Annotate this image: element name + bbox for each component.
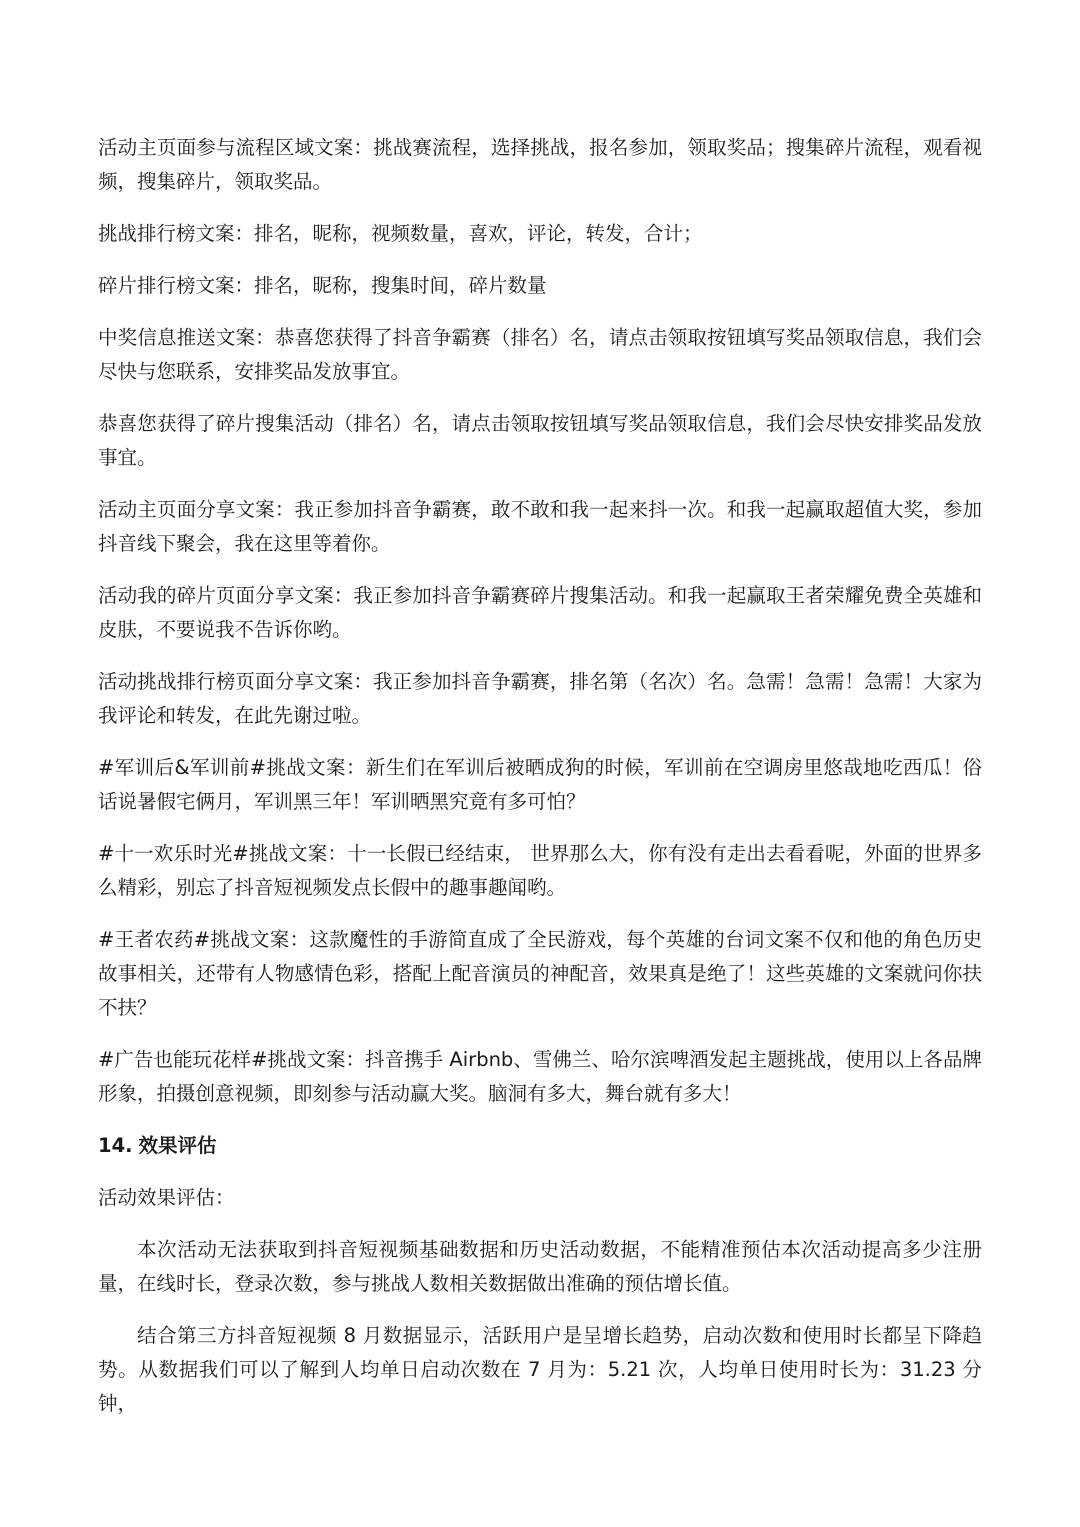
document-page xyxy=(98,131,982,1439)
paragraph-national-day-challenge: #十一欢乐时光#挑战文案：十一长假已经结束， 世界那么大，你有没有走出去看看呢，外面的世界多么精彩，别忘了抖音短视频发点长假中的趣事趣闻哟。 xyxy=(98,842,982,899)
paragraph-honor-of-kings-challenge: #王者农药#挑战文案：这款魔性的手游简直成了全民游戏，每个英雄的台词文案不仅和他的角色历史故事相关，还带有人物感情色彩，搭配上配音演员的神配音，效果真是绝了！这些英雄的文案就问你扶不扶？ xyxy=(98,928,982,1019)
paragraph-ad-challenge: #广告也能玩花样#挑战文案：抖音携手 Airbnb、雪佛兰、哈尔滨啤酒发起主题挑战，使用以上各品牌形象，拍摄创意视频，即刻参与活动赢大奖。脑洞有多大，舞台就有多大！ xyxy=(98,1048,982,1105)
paragraph-evaluation-limitations: 本次活动无法获取到抖音短视频基础数据和历史活动数据，不能精准预估本次活动提高多少注册量，在线时长，登录次数，参与挑战人数相关数据做出准确的预估增长值。 xyxy=(98,1238,982,1295)
paragraph-third-party-data: 结合第三方抖音短视频 8 月数据显示，活跃用户是呈增长趋势，启动次数和使用时长都呈下降趋势。从数据我们可以了解到人均单日启动次数在 7 月为：5.21 次，人均单日使用时长为：31.23 分钟， xyxy=(98,1324,982,1415)
paragraph-military-training-challenge: #军训后&军训前#挑战文案：新生们在军训后被晒成狗的时候，军训前在空调房里悠哉地吃西瓜！俗话说暑假宅俩月，军训黑三年！军训晒黑究竟有多可怕？ xyxy=(98,756,982,813)
paragraph-winner-notification-copy: 中奖信息推送文案：恭喜您获得了抖音争霸赛（排名）名，请点击领取按钮填写奖品领取信息，我们会尽快与您联系，安排奖品发放事宜。 xyxy=(98,326,982,383)
section-number: 14. xyxy=(98,1134,133,1157)
paragraph-fragment-winner-copy: 恭喜您获得了碎片搜集活动（排名）名，请点击领取按钮填写奖品领取信息，我们会尽快安排奖品发放事宜。 xyxy=(98,412,982,469)
paragraph-fragment-share-copy: 活动我的碎片页面分享文案：我正参加抖音争霸赛碎片搜集活动。和我一起赢取王者荣耀免费全英雄和皮肤，不要说我不告诉你哟。 xyxy=(98,584,982,641)
paragraph-main-share-copy: 活动主页面分享文案：我正参加抖音争霸赛，敢不敢和我一起来抖一次。和我一起赢取超值大奖，参加抖音线下聚会，我在这里等着你。 xyxy=(98,498,982,555)
paragraph-leaderboard-share-copy: 活动挑战排行榜页面分享文案：我正参加抖音争霸赛，排名第（名次）名。急需！急需！急需！大家为我评论和转发，在此先谢过啦。 xyxy=(98,670,982,727)
section-title: 效果评估 xyxy=(138,1134,217,1157)
subheading-effect-evaluation: 活动效果评估： xyxy=(98,1186,235,1209)
paragraph-participation-flow-copy: 活动主页面参与流程区域文案：挑战赛流程，选择挑战，报名参加，领取奖品；搜集碎片流程，观看视频，搜集碎片，领取奖品。 xyxy=(98,136,982,193)
section-heading xyxy=(98,1129,982,1163)
paragraph-fragment-leaderboard-copy: 碎片排行榜文案：排名，昵称，搜集时间，碎片数量 xyxy=(98,274,547,297)
paragraph-challenge-leaderboard-copy: 挑战排行榜文案：排名，昵称，视频数量，喜欢，评论，转发，合计； xyxy=(98,222,703,245)
